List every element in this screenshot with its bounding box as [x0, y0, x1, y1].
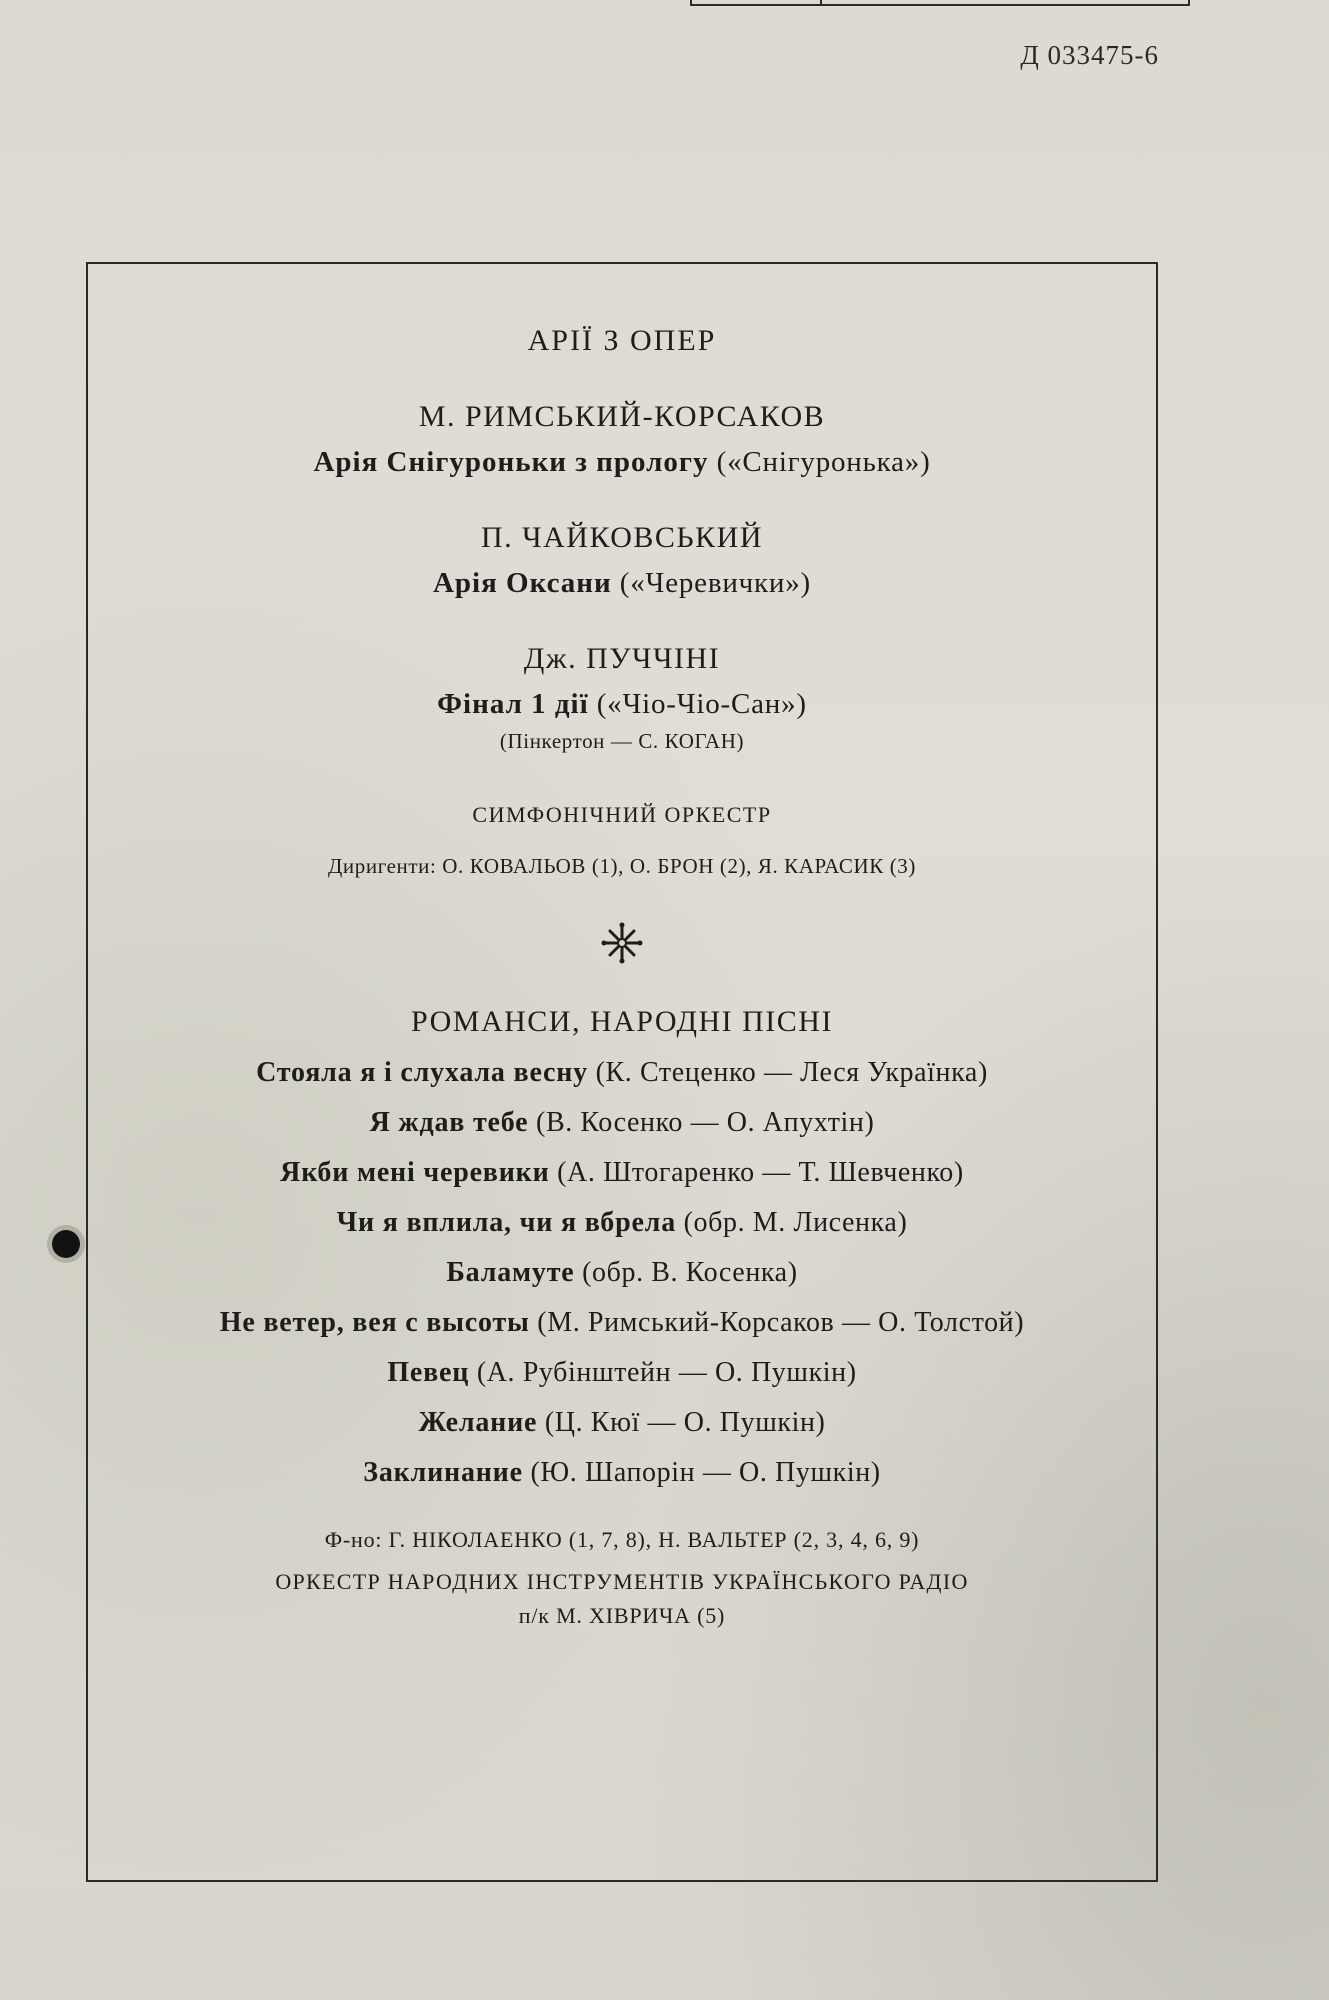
song-title: Не ветер, вея с высоты: [219, 1307, 530, 1338]
snowflake-ornament-icon: [86, 921, 1158, 965]
cast-note: (Пінкертон — С. КОГАН): [499, 729, 745, 753]
orchestra-name: СИМФОНІЧНИЙ ОРКЕСТР: [472, 802, 772, 827]
punch-hole: [52, 1230, 80, 1258]
song-title: Стояла я і слухала весну: [256, 1057, 588, 1088]
catalog-number: Д 033475-6: [1020, 40, 1159, 70]
romance-section-title: РОМАНСИ, НАРОДНІ ПІСНІ: [411, 1005, 833, 1038]
song-credit: (М. Римський-Корсаков — О. Толстой): [537, 1307, 1025, 1338]
song-credit: (А. Рубінштейн — О. Пушкін): [476, 1357, 857, 1388]
song-credit: (обр. М. Лисенка): [683, 1207, 908, 1238]
radio-orchestra: ОРКЕСТР НАРОДНИХ ІНСТРУМЕНТІВ УКРАЇНСЬКОГО РАДІО: [275, 1569, 969, 1594]
song-credit: (К. Стеценко — Леся Українка): [595, 1057, 988, 1088]
work-line: [86, 688, 1158, 721]
conductors: Диригенти: О. КОВАЛЬОВ (1), О. БРОН (2), Я. КАРАСИК (3): [328, 854, 916, 878]
piano-credits: Ф-но: Г. НІКОЛАЕНКО (1, 7, 8), Н. ВАЛЬТЕР (2, 3, 4, 6, 9): [324, 1527, 920, 1552]
song-line: [86, 1457, 1158, 1489]
song-credit: (А. Штогаренко — Т. Шевченко): [557, 1157, 964, 1188]
song-title: Певец: [387, 1357, 470, 1388]
song-line: [86, 1357, 1158, 1389]
work-title: Фінал 1 дії: [437, 688, 589, 720]
work-title: Арія Снігуроньки з прологу: [313, 446, 709, 478]
radio-conductor: п/к М. ХІВРИЧА (5): [518, 1603, 726, 1628]
song-line: [86, 1307, 1158, 1339]
song-credit: (Ц. Кюї — О. Пушкін): [544, 1407, 826, 1438]
song-line: [86, 1407, 1158, 1439]
composer-puccini: Дж. ПУЧЧІНІ: [523, 642, 721, 675]
work-source: («Черевички»): [619, 567, 812, 599]
composer-rimsky-korsakov: М. РИМСЬКИЙ-КОРСАКОВ: [418, 400, 826, 433]
track-listing: [86, 262, 1158, 1629]
song-line: [86, 1207, 1158, 1239]
song-title: Чи я вплила, чи я вбрела: [336, 1207, 676, 1238]
song-credit: (обр. В. Косенка): [582, 1257, 798, 1288]
song-line: [86, 1057, 1158, 1089]
song-line: [86, 1107, 1158, 1139]
song-title: Баламуте: [446, 1257, 575, 1288]
composer-tchaikovsky: П. ЧАЙКОВСЬКИЙ: [480, 521, 763, 554]
song-title: Желание: [418, 1407, 538, 1438]
work-line: [86, 567, 1158, 600]
work-title: Арія Оксани: [432, 567, 612, 599]
work-line: [86, 446, 1158, 479]
song-credit: (Ю. Шапорін — О. Пушкін): [530, 1457, 881, 1488]
song-title: Якби мені черевики: [280, 1157, 550, 1188]
top-label-box: [690, 0, 1190, 6]
song-credit: (В. Косенко — О. Апухтін): [536, 1107, 875, 1138]
work-source: («Чіо-Чіо-Сан»): [596, 688, 807, 720]
song-title: Заклинание: [363, 1457, 523, 1488]
song-title: Я ждав тебе: [369, 1107, 529, 1138]
song-line: [86, 1257, 1158, 1289]
song-line: [86, 1157, 1158, 1189]
work-source: («Снігуронька»): [716, 446, 931, 478]
opera-section-title: АРІЇ З ОПЕР: [527, 324, 717, 357]
